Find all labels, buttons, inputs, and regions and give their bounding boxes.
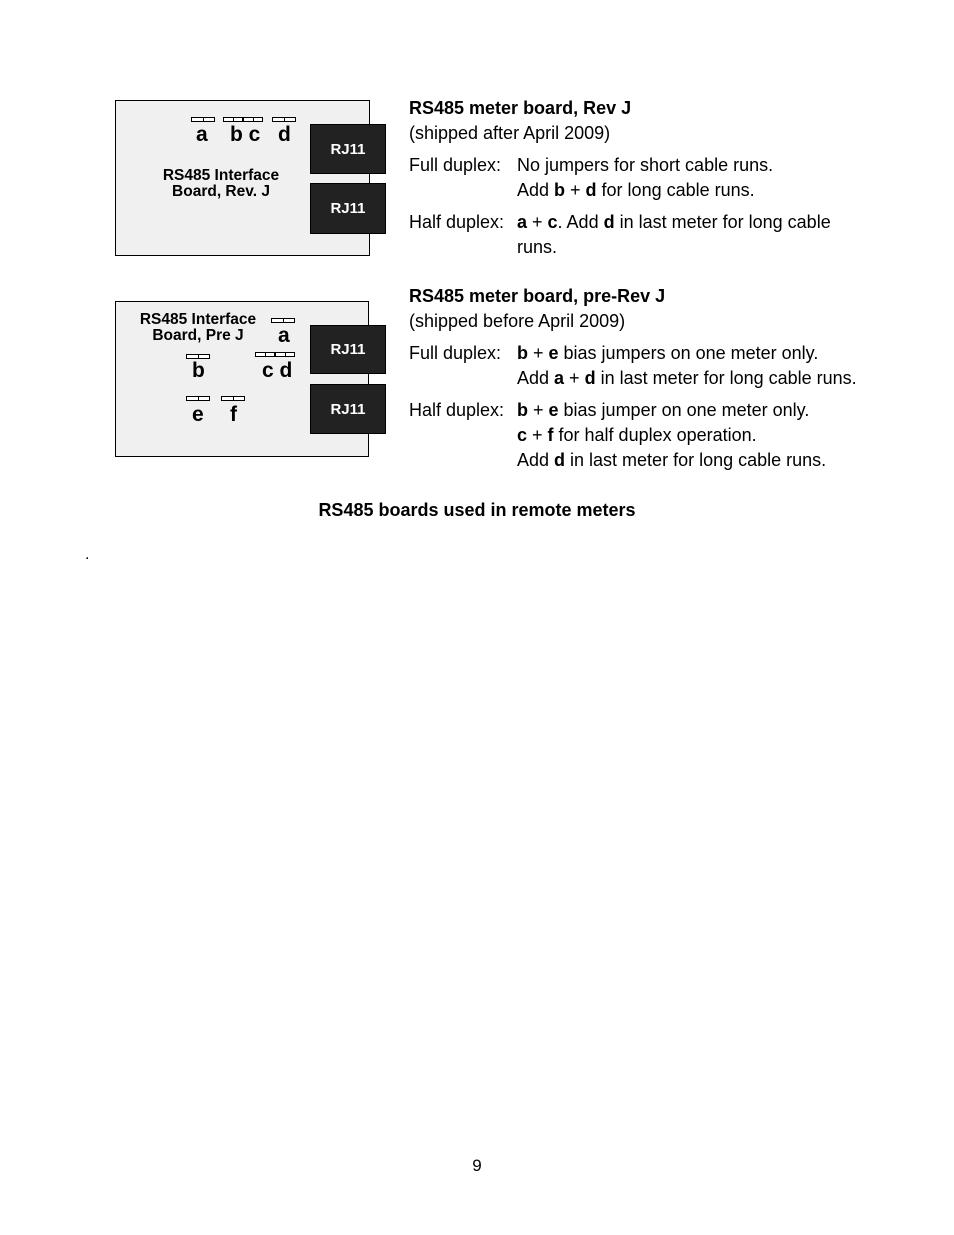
half-duplex-label: Half duplex: [409, 212, 505, 232]
figure-caption: RS485 boards used in remote meters [318, 500, 636, 520]
jumper-e [186, 396, 210, 401]
full-duplex-label: Full duplex: [409, 343, 502, 363]
jumper-a [191, 117, 215, 122]
jumper-label-cd: c d [262, 359, 293, 382]
half-duplex-label: Half duplex: [409, 400, 505, 420]
stray-dot: . [85, 546, 90, 563]
jumper-d [275, 352, 295, 357]
rev-j-half-duplex: Half duplex: a + c. Add d in last meter for long cable runs. [409, 210, 831, 260]
jumper-label-a: a [196, 123, 208, 146]
page-number: 9 [472, 1156, 482, 1175]
board-label-rev-j: RS485 Interface Board, Rev. J [162, 167, 280, 200]
rev-j-description [409, 96, 831, 260]
pre-rev-j-half-duplex: Half duplex: b + e bias jumper on one meter only. c + f for half duplex operation. Add d in last meter for long cable runs. [409, 398, 857, 473]
rj11-connector-2: RJ11 [310, 183, 386, 234]
jumper-b [223, 117, 243, 122]
jumper-d [272, 117, 296, 122]
jumper-f [221, 396, 245, 401]
jumper-label-a: a [278, 324, 290, 347]
rev-j-title: RS485 meter board, Rev J [409, 98, 632, 118]
board-label-pre-j: RS485 Interface Board, Pre J [139, 311, 257, 344]
rj11-connector-1: RJ11 [310, 124, 386, 174]
jumper-label-f: f [230, 403, 237, 426]
pre-rev-j-description [409, 284, 857, 473]
pre-rev-j-subtitle: (shipped before April 2009) [409, 311, 626, 331]
rj11-connector-1: RJ11 [310, 325, 386, 374]
rev-j-full-duplex: Full duplex: No jumpers for short cable runs. Add b + d for long cable runs. [409, 153, 831, 203]
rj11-connector-2: RJ11 [310, 384, 386, 434]
jumper-c [255, 352, 275, 357]
jumper-c [243, 117, 263, 122]
pre-rev-j-full-duplex: Full duplex: b + e bias jumpers on one meter only. Add a + d in last meter for long cable runs. [409, 341, 857, 391]
full-duplex-label: Full duplex: [409, 155, 502, 175]
jumper-label-b: b [192, 359, 205, 382]
jumper-label-d: d [278, 123, 291, 146]
jumper-label-bc: b c [230, 123, 261, 146]
jumper-a [271, 318, 295, 323]
pre-rev-j-title: RS485 meter board, pre-Rev J [409, 286, 666, 306]
rev-j-subtitle: (shipped after April 2009) [409, 123, 611, 143]
jumper-label-e: e [192, 403, 204, 426]
